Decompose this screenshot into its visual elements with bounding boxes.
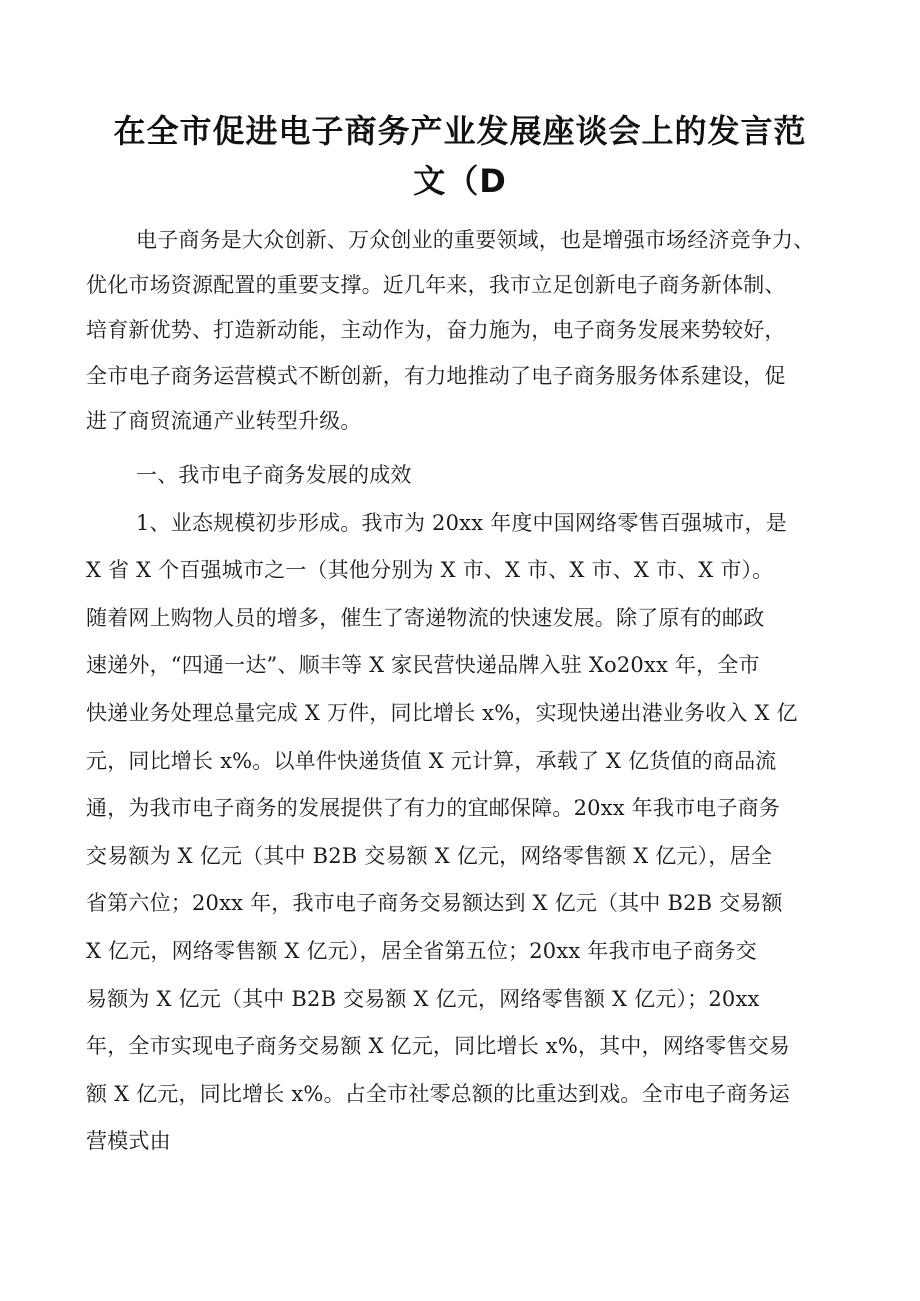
body-line: 电子商务是大众创新、万众创业的重要领域，也是增强市场经济竞争力、: [136, 228, 815, 252]
body-line: 通，为我市电子商务的发展提供了有力的宜邮保障。20xx 年我市电子商务: [86, 796, 781, 820]
document-title-line-2: 文（D: [413, 162, 507, 200]
body-line: 交易额为 X 亿元（其中 B2B 交易额 X 亿元，网络零售额 X 亿元），居全: [86, 844, 772, 868]
body-line: 1、业态规模初步形成。我市为 20xx 年度中国网络零售百强城市，是: [136, 511, 787, 535]
section-heading: 一、我市电子商务发展的成效: [136, 463, 412, 487]
body-line: 元，同比增长 x%。以单件快递货值 X 元计算，承载了 X 亿货值的商品流: [86, 749, 777, 773]
body-line: 营模式由: [86, 1129, 171, 1153]
body-line: 全市电子商务运营模式不断创新，有力地推动了电子商务服务体系建设，促: [86, 364, 786, 388]
body-line: 优化市场资源配置的重要支撑。近几年来，我市立足创新电子商务新体制、: [86, 273, 786, 297]
body-line: 额 X 亿元，同比增长 x%。占全市社零总额的比重达到戏。全市电子商务运: [86, 1082, 790, 1106]
document-title-line-1: 在全市促进电子商务产业发展座谈会上的发言范: [113, 112, 807, 150]
body-line: 速递外，“四通一达”、顺丰等 X 家民营快递品牌入驻 Xo20xx 年，全市: [86, 653, 760, 677]
body-line: 随着网上购物人员的增多，催生了寄递物流的快速发展。除了原有的邮政: [86, 606, 765, 630]
body-line: 省第六位；20xx 年，我市电子商务交易额达到 X 亿元（其中 B2B 交易额: [86, 891, 783, 915]
body-line: 培育新优势、打造新动能，主动作为，奋力施为，电子商务发展来势较好，: [86, 318, 786, 342]
body-line: 年，全市实现电子商务交易额 X 亿元，同比增长 x%，其中，网络零售交易: [86, 1034, 790, 1058]
body-line: X 亿元，网络零售额 X 亿元），居全省第五位；20xx 年我市电子商务交: [86, 939, 757, 963]
body-line: 易额为 X 亿元（其中 B2B 交易额 X 亿元，网络零售额 X 亿元）；20xx: [86, 987, 760, 1011]
body-line: 进了商贸流通产业转型升级。: [86, 409, 362, 433]
body-line: X 省 X 个百强城市之一（其他分别为 X 市、X 市、X 市、X 市、X 市）。: [86, 558, 774, 582]
body-line: 快递业务处理总量完成 X 万件，同比增长 x%，实现快递出港业务收入 X 亿: [86, 701, 798, 725]
